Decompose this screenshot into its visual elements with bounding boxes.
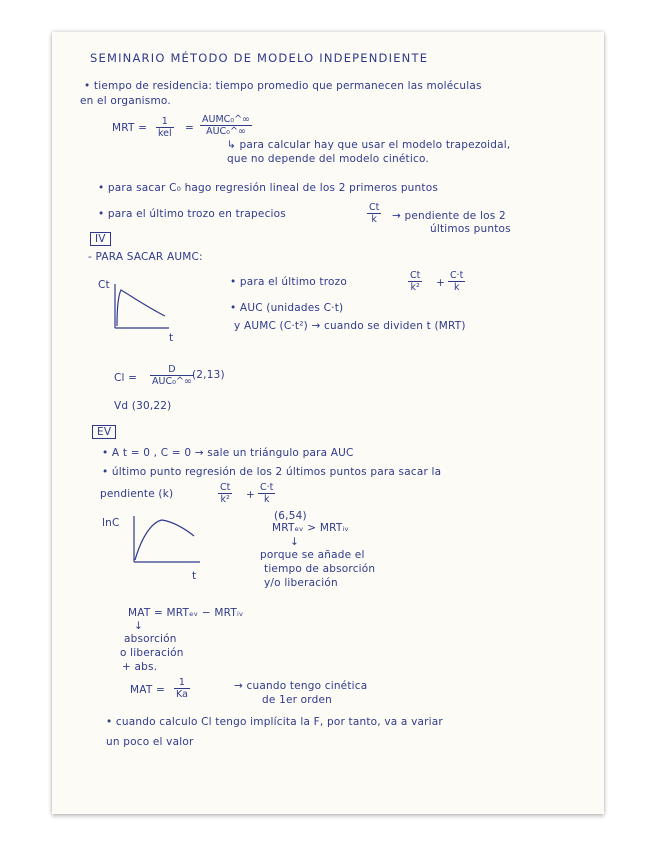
iv-heading: - PARA SACAR AUMC: (88, 251, 203, 263)
mat-first-order-note-2: de 1er orden (262, 694, 332, 706)
mat-liberation: o liberación (120, 647, 184, 659)
intro-line-2: en el organismo. (80, 95, 171, 107)
fraction-one-over-kel: 1 kel (158, 116, 172, 139)
final-note-2: un poco el valor (106, 736, 194, 748)
ev-graph-y-label: lnC (102, 517, 120, 529)
iv-concentration-graph (107, 282, 177, 342)
iv-auc-units: • AUC (unidades C·t) (230, 302, 344, 314)
mat-equation: MAT = MRTₑᵥ − MRTᵢᵥ (128, 607, 244, 619)
iv-graph-y-label: Ct (98, 279, 110, 291)
ev-point-3: pendiente (k) (100, 488, 174, 500)
mat-absorption: absorción (124, 633, 177, 645)
mat-first-order-note-1: → cuando tengo cinética (234, 680, 368, 692)
mrt-label: MRT = (112, 122, 148, 134)
iv-aumc-units: y AUMC (C·t²) → cuando se dividen t (MRT) (234, 320, 466, 332)
mat-abs: + abs. (122, 661, 158, 673)
clearance-label: Cl = (114, 372, 138, 384)
ev-concentration-graph (128, 514, 208, 570)
fraction-ct-over-k: $\frac{Ct}{k}$ (369, 202, 380, 225)
trapezoid-note-2: que no depende del modelo cinético. (227, 153, 429, 165)
ev-reason-3: y/o liberación (264, 577, 338, 589)
notebook-page (52, 32, 604, 814)
page-title: SEMINARIO MÉTODO DE MODELO INDEPENDIENTE (90, 51, 429, 65)
iv-fraction-ct-over-k: $\frac{C\cdot t}{k}$ (450, 270, 464, 293)
mat-arrow: ↓ (134, 620, 143, 632)
ev-mrt-comparison: MRTₑᵥ > MRTᵢᵥ (272, 522, 350, 534)
bullet-slope-note-cont: últimos puntos (430, 223, 511, 235)
iv-graph-x-label: t (169, 332, 174, 344)
iv-last-trapezoid: • para el último trozo (230, 276, 347, 288)
ev-graph-x-label: t (192, 570, 197, 582)
ev-reason-2: tiempo de absorción (264, 563, 376, 575)
equals-sign: = (185, 122, 194, 134)
ev-plus-sign: + (246, 489, 255, 501)
iv-plus-sign: + (436, 277, 445, 289)
clearance-fraction: D AUC₀^∞ (152, 364, 192, 387)
mat-fraction-one-over-ka: $\frac{1}{Ka}$ (176, 677, 188, 700)
mat-label: MAT = (130, 684, 165, 696)
final-note-1: • cuando calculo Cl tengo implícita la F, por tanto, va a variar (106, 716, 443, 728)
iv-fraction-ct-over-k2: $\frac{Ct}{\text{k²}}$ (410, 270, 421, 293)
trapezoid-note-1: ↳ para calcular hay que usar el modelo trapezoidal, (227, 139, 511, 151)
bullet-slope-note: → pendiente de los 2 (392, 210, 506, 222)
ev-point-1: • A t = 0 , C = 0 → sale un triángulo para AUC (102, 447, 354, 459)
ev-mrt-value: (6,54) (274, 510, 307, 522)
ev-reason-1: porque se añade el (260, 549, 365, 561)
section-label-iv: IV (90, 232, 111, 246)
clearance-value: (2,13) (192, 369, 225, 381)
ev-arrow-down: ↓ (290, 536, 299, 548)
fraction-aumc-over-auc: AUMC₀^∞ AUC₀^∞ (202, 114, 250, 137)
intro-line-1: • tiempo de residencia: tiempo promedio que permanecen las moléculas (84, 80, 482, 92)
ev-point-2: • último punto regresión de los 2 últimos puntos para sacar la (102, 466, 442, 478)
vd-value: Vd (30,22) (114, 400, 172, 412)
bullet-c0-regression: • para sacar C₀ hago regresión lineal de los 2 primeros puntos (98, 182, 439, 194)
bullet-last-trapezoid: • para el último trozo en trapecios (98, 208, 286, 220)
section-label-ev: EV (92, 425, 116, 439)
ev-fraction-ct-over-k: $\frac{C\cdot t}{k}$ (260, 482, 274, 505)
ev-fraction-ct-over-k2: $\frac{Ct}{\text{k²}}$ (220, 482, 231, 505)
